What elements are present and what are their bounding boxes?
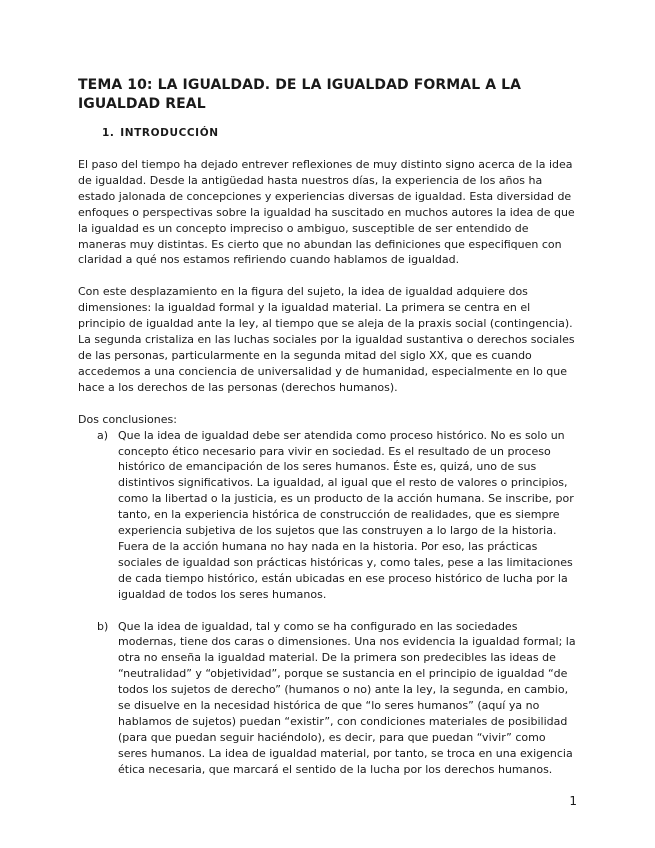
list-item-text: Que la idea de igualdad, tal y como se ha configurado en las sociedades modernas, tiene dos caras o dimensiones. Una nos evidencia la igualdad formal; la otra no enseña la igualdad material. De la primera son predecibles las ideas de “neutralidad” y “objetividad”, porque se sustancia en el principio de igualdad “de todos los sujetos de derecho” (humanos o no) ante la ley, la segunda, en cambio, se disuelve en la necesidad histórica de que “lo seres humanos” (aquí ya no hablamos de sujetos) puedan “existir”, con condiciones materiales de posibilidad (para que puedan seguir haciéndolo), es decir, para que puedan “vivir” como seres humanos. La idea de igualdad material, por tanto, se troca en una exigencia ética necesaria, que marcará el sentido de la lucha por los derechos humanos. xyxy=(118,619,576,776)
section-number: 1. xyxy=(102,127,115,139)
list-item-text: Que la idea de igualdad debe ser atendida como proceso histórico. No es solo un concepto ético necesario para vivir en sociedad. Es el resultado de un proceso histórico de emancipación de los seres humanos. Éste es, quizá, uno de sus distintivos significativos. La igualdad, al igual que el resto de valores o principios, como la libertad o la justicia, es un producto de la acción humana. Se inscribe, por tanto, en la experiencia histórica de construcción de realidades, que es siempre experiencia subjetiva de los sujetos que las construyen a lo largo de la historia. Fuera de la acción humana no hay nada en la historia. Por eso, las prácticas sociales de igualdad son prácticas históricas y, como tales, pese a las limitaciones de cada tiempo histórico, están ubicadas en ese proceso histórico de lucha por la igualdad de todos los seres humanos. xyxy=(118,428,574,601)
document-title: TEMA 10: LA IGUALDAD. DE LA IGUALDAD FORMAL A LA IGUALDAD REAL xyxy=(78,77,522,112)
paragraph-conclusions-lead: Dos conclusiones: xyxy=(78,412,177,426)
list-marker: a) xyxy=(97,428,109,442)
section-title: INTRODUCCIÓN xyxy=(120,127,219,139)
conclusions-list xyxy=(78,428,578,778)
section-heading xyxy=(102,126,578,140)
document-page xyxy=(78,76,578,778)
paragraph-dimensions: Con este desplazamiento en la figura del sujeto, la idea de igualdad adquiere dos dimensiones: la igualdad formal y la igualdad material. La primera se centra en el principio de igualdad ante la ley, al tiempo que se aleja de la praxis social (contingencia). La segunda cristaliza en las luchas sociales por la igualdad sustantiva o derechos sociales de las personas, particularmente en la segunda mitad del siglo XX, que es cuando accedemos a una conciencia de universalidad y de humanidad, especialmente en lo que hace a los derechos de las personas (derechos humanos). xyxy=(78,285,575,394)
list-item xyxy=(78,428,578,603)
page-number: 1 xyxy=(569,794,577,808)
list-marker: b) xyxy=(97,619,109,633)
paragraph-intro: El paso del tiempo ha dejado entrever reflexiones de muy distinto signo acerca de la idea de igualdad. Desde la antigüedad hasta nuestros días, la experiencia de los años ha estado jalonada de concepciones y experiencias diversas de igualdad. Esta diversidad de enfoques o perspectivas sobre la igualdad ha suscitado en muchos autores la idea de que la igualdad es un concepto impreciso o ambiguo, susceptible de ser entendido de maneras muy distintas. Es cierto que no abundan las definiciones que especifiquen con claridad a qué nos estamos refiriendo cuando hablamos de igualdad. xyxy=(78,158,575,267)
list-item xyxy=(78,619,578,778)
